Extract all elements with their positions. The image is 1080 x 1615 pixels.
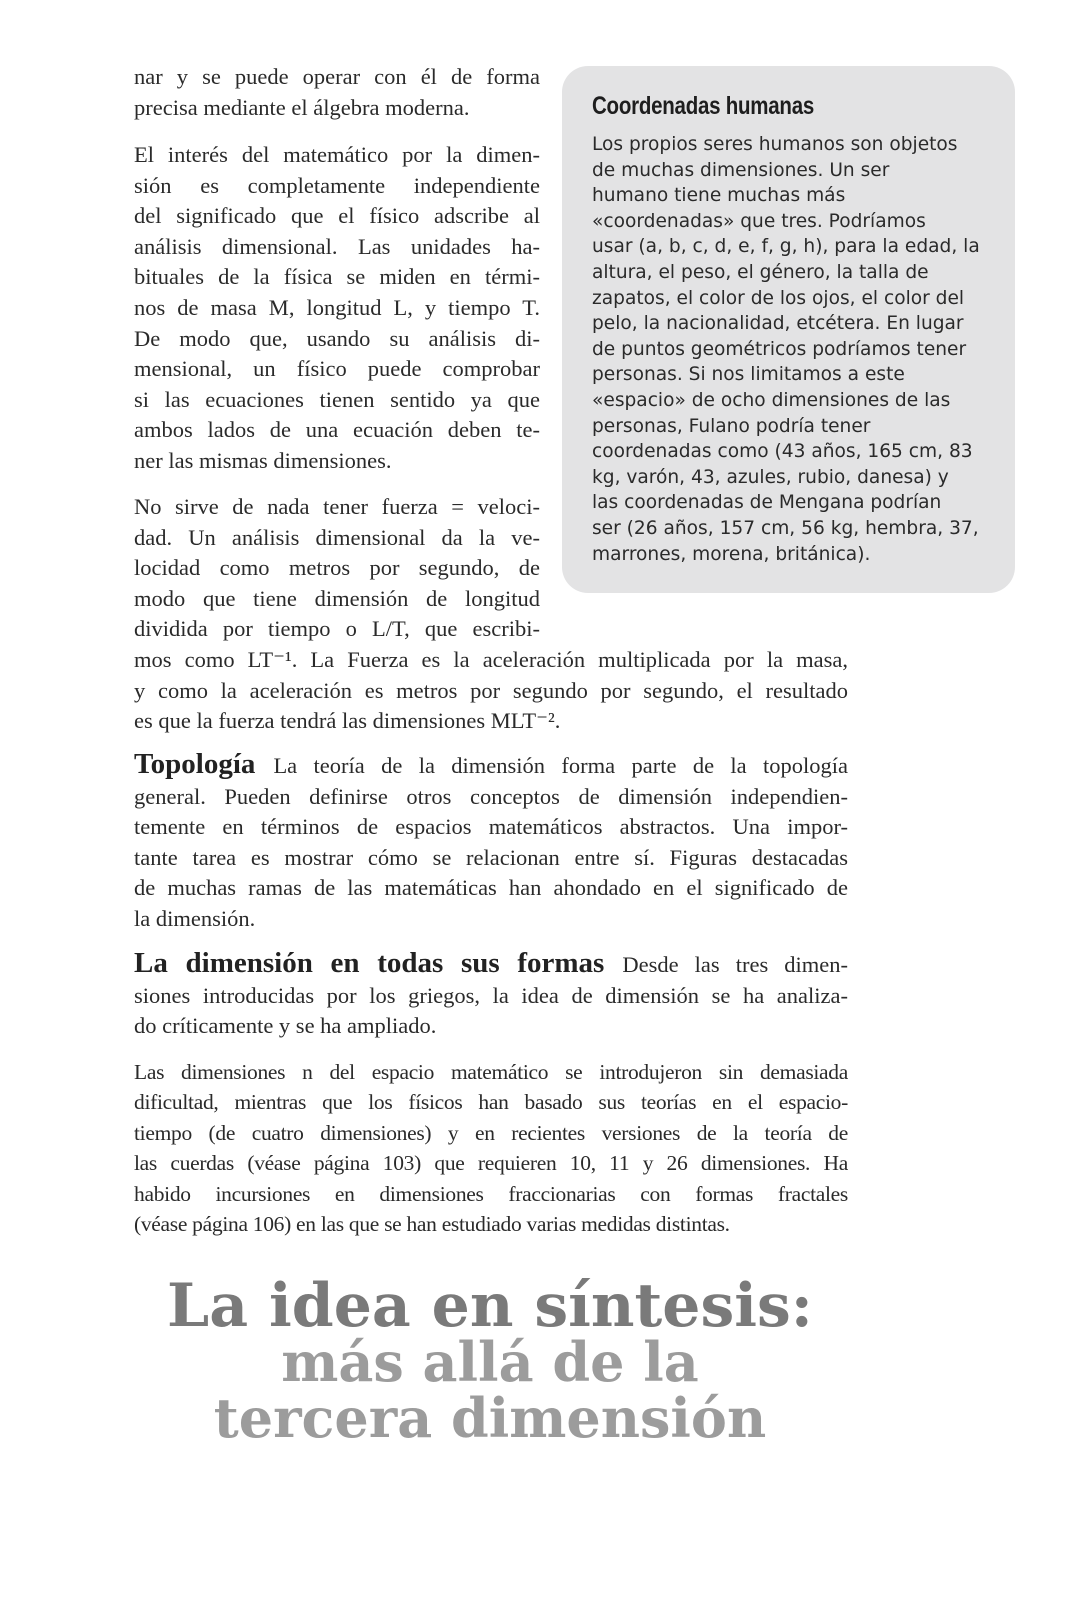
text-line: mensional, un físico puede comprobar: [134, 356, 540, 382]
text-line: las coordenadas de Mengana podrían: [592, 492, 942, 514]
paragraph-intro: [134, 62, 540, 123]
summary-title: [0, 1271, 980, 1450]
paragraph-n-dimensions: [134, 1057, 848, 1239]
text-line: «espacio» de ocho dimensiones de las: [592, 389, 951, 411]
section-heading: Topología: [134, 748, 256, 780]
text-line: pelo, la nacionalidad, etcétera. En lugar: [592, 313, 964, 335]
section-body: [134, 981, 848, 1042]
text-line: es que la fuerza tendrá las dimensiones MLT⁻².: [134, 708, 561, 734]
text-line: precisa mediante el álgebra moderna.: [134, 94, 470, 120]
text-line: nar y se puede operar con él de forma: [134, 64, 540, 89]
summary-line-2: más allá de la: [281, 1330, 699, 1394]
text-line: nos de masa M, longitud L, y tiempo T.: [134, 294, 540, 320]
text-line: locidad como metros por segundo, de: [134, 555, 540, 581]
text-line: ambos lados de una ecuación deben te-: [134, 417, 540, 443]
summary-line-1: La idea en síntesis:: [167, 1271, 813, 1341]
text-line: sión es completamente independiente: [134, 172, 540, 198]
text-line: No sirve de nada tener fuerza = veloci-: [134, 494, 540, 519]
text-line: dividida por tiempo o L/T, que escribi-: [134, 616, 540, 642]
text-line: coordenadas como (43 años, 165 cm, 83: [592, 441, 973, 463]
text-line: personas, Fulano podría tener: [592, 415, 871, 437]
text-line: de puntos geométricos podríamos tener: [592, 338, 967, 360]
text-line: marrones, morena, británica).: [592, 543, 871, 565]
text-line: y como la aceleración es metros por segundo por segundo, el resultado: [134, 677, 848, 703]
text-line: «coordenadas» que tres. Podríamos: [592, 210, 926, 232]
text-line: del significado que el físico adscribe al: [134, 203, 540, 229]
section-body: [134, 782, 848, 935]
text-line: la dimensión.: [134, 905, 256, 931]
sidebar-body: [592, 132, 980, 567]
paragraph-force-full: [134, 645, 848, 737]
text-line: de muchas dimensiones. Un ser: [592, 159, 890, 181]
paragraph-dimension-interest: [134, 140, 540, 477]
text-line: do críticamente y se ha ampliado.: [134, 1013, 437, 1039]
text-line: temente en términos de espacios matemáticos abstractos. Una impor-: [134, 814, 848, 840]
text-line: De modo que, usando su análisis di-: [134, 325, 540, 351]
sidebar-title: Coordenadas humanas: [592, 92, 815, 120]
text-line: La teoría de la dimensión forma parte de la topología: [273, 753, 848, 778]
section-topologia: [134, 749, 848, 935]
text-line: El interés del matemático por la dimen-: [134, 142, 540, 167]
text-line: análisis dimensional. Las unidades ha-: [134, 233, 540, 259]
text-line: altura, el peso, el género, la talla de: [592, 261, 929, 283]
text-line: personas. Si nos limitamos a este: [592, 364, 905, 386]
text-line: dad. Un análisis dimensional da la ve-: [134, 524, 540, 550]
text-line: tiempo (de cuatro dimensiones) y en recientes versiones de la teoría de: [134, 1120, 848, 1145]
text-line: ner las mismas dimensiones.: [134, 447, 392, 473]
text-line: las cuerdas (véase página 103) que requieren 10, 11 y 26 dimensiones. Ha: [134, 1151, 848, 1176]
text-line: Los propios seres humanos son objetos: [592, 134, 958, 155]
text-line: humano tiene muchas más: [592, 185, 846, 207]
text-line: zapatos, el color de los ojos, el color del: [592, 287, 965, 309]
text-line: Las dimensiones n del espacio matemático se introdujeron sin demasiada: [134, 1060, 848, 1084]
text-line: siones introducidas por los griegos, la idea de dimensión se ha analiza-: [134, 982, 848, 1008]
text-line: bituales de la física se miden en térmi-: [134, 264, 540, 290]
text-line: modo que tiene dimensión de longitud: [134, 585, 540, 611]
text-line: (véase página 106) en las que se han estudiado varias medidas distintas.: [134, 1212, 730, 1237]
section-heading: La dimensión en todas sus formas: [134, 947, 605, 979]
summary-line-3: tercera dimensión: [213, 1386, 767, 1450]
text-line: si las ecuaciones tienen sentido ya que: [134, 386, 540, 412]
text-line: kg, varón, 43, azules, rubio, danesa) y: [592, 466, 949, 488]
text-line: ser (26 años, 157 cm, 56 kg, hembra, 37,: [592, 517, 979, 539]
text-line: Desde las tres dimen-: [622, 952, 848, 977]
section-formas: [134, 948, 848, 1042]
text-line: tante tarea es mostrar cómo se relacionan entre sí. Figuras destacadas: [134, 844, 848, 870]
text-line: de muchas ramas de las matemáticas han ahondado en el significado de: [134, 875, 848, 901]
text-line: general. Pueden definirse otros conceptos de dimensión independien-: [134, 783, 848, 809]
text-line: habido incursiones en dimensiones fraccionarias con formas fractales: [134, 1181, 848, 1206]
paragraph-force-left: [134, 492, 540, 645]
text-line: dificultad, mientras que los físicos han basado sus teorías en el espacio-: [134, 1090, 848, 1115]
text-line: usar (a, b, c, d, e, f, g, h), para la edad, la: [592, 236, 980, 258]
text-line: mos como LT⁻¹. La Fuerza es la aceleración multiplicada por la masa,: [134, 646, 848, 672]
sidebar-box-coordenadas: [562, 66, 1015, 593]
